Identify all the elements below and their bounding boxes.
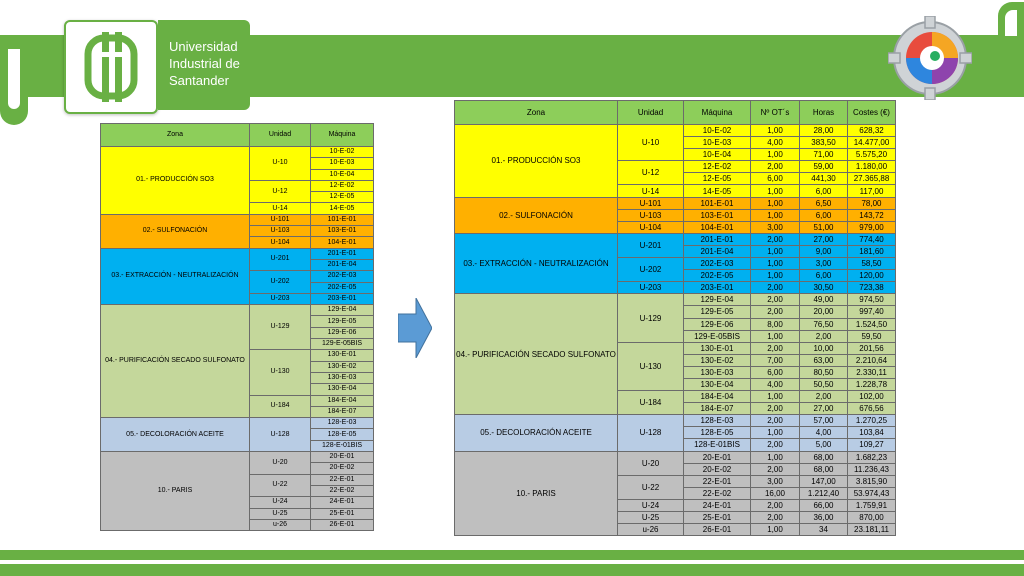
zone-cell: 02.- SULFONACIÓN [101, 214, 250, 248]
cost-cell: 58,50 [848, 258, 896, 270]
machine-cell: 130-E-01 [311, 350, 374, 361]
unit-cell: U-184 [250, 395, 311, 418]
ot-count-cell: 1,00 [751, 245, 800, 257]
ot-count-cell: 2,00 [751, 161, 800, 173]
ot-count-cell: 1,00 [751, 185, 800, 197]
zone-cell: 04.- PURIFICACIÓN SECADO SULFONATO [455, 294, 618, 415]
hours-cell: 80,50 [800, 366, 848, 378]
machine-cell: 25-E-01 [311, 508, 374, 519]
cost-cell: 997,40 [848, 306, 896, 318]
cost-cell: 143,72 [848, 209, 896, 221]
machine-cell: 130-E-04 [684, 378, 751, 390]
footer-bar-top [0, 550, 1024, 560]
column-header: Unidad [618, 101, 684, 125]
machine-cell: 130-E-01 [684, 342, 751, 354]
hours-cell: 63,00 [800, 354, 848, 366]
unit-cell: U-103 [618, 209, 684, 221]
ot-count-cell: 4,00 [751, 137, 800, 149]
ot-count-cell: 8,00 [751, 318, 800, 330]
hours-cell: 68,00 [800, 451, 848, 463]
table-row [101, 147, 374, 158]
ot-count-cell: 1,00 [751, 209, 800, 221]
machine-cell: 130-E-03 [684, 366, 751, 378]
machine-cell: 184-E-07 [684, 403, 751, 415]
column-header: Máquina [311, 124, 374, 147]
ot-count-cell: 2,00 [751, 233, 800, 245]
table-row [455, 294, 896, 306]
machine-cell: 184-E-04 [684, 391, 751, 403]
machine-cell: 12-E-05 [684, 173, 751, 185]
ot-count-cell: 16,00 [751, 487, 800, 499]
column-header: Zona [455, 101, 618, 125]
machine-cell: 129-E-04 [311, 305, 374, 316]
machine-cell: 101-E-01 [684, 197, 751, 209]
hours-cell: 3,00 [800, 258, 848, 270]
unit-cell: U-22 [618, 475, 684, 499]
arrow-right-icon [398, 298, 432, 358]
unit-cell: U-104 [250, 237, 311, 248]
university-line2: Industrial de [169, 56, 240, 71]
machine-cell: 184-E-04 [311, 395, 374, 406]
hours-cell: 6,00 [800, 209, 848, 221]
ot-count-cell: 1,00 [751, 330, 800, 342]
hours-cell: 51,00 [800, 221, 848, 233]
cost-cell: 59,50 [848, 330, 896, 342]
machine-cell: 10-E-03 [311, 158, 374, 169]
unit-cell: U-130 [250, 350, 311, 395]
hours-cell: 36,00 [800, 512, 848, 524]
ot-count-cell: 2,00 [751, 463, 800, 475]
machine-cell: 22-E-01 [684, 475, 751, 487]
machine-cell: 129-E-06 [684, 318, 751, 330]
gear-logo-icon [888, 16, 972, 100]
hours-cell: 5,00 [800, 439, 848, 451]
machine-cell: 201-E-04 [684, 245, 751, 257]
ot-count-cell: 4,00 [751, 378, 800, 390]
hours-cell: 147,00 [800, 475, 848, 487]
cost-cell: 1.682,23 [848, 451, 896, 463]
hours-cell: 59,00 [800, 161, 848, 173]
table-row [101, 305, 374, 316]
ot-count-cell: 2,00 [751, 403, 800, 415]
cost-cell: 103,84 [848, 427, 896, 439]
uis-logo [64, 20, 158, 114]
hours-cell: 34 [800, 524, 848, 536]
cost-cell: 2.330,11 [848, 366, 896, 378]
machine-cell: 10-E-02 [684, 125, 751, 137]
machine-cell: 26-E-01 [311, 519, 374, 530]
right-table [454, 100, 896, 536]
zone-cell: 05.- DECOLORACIÓN ACEITE [455, 415, 618, 451]
hours-cell: 4,00 [800, 427, 848, 439]
unit-cell: U-203 [618, 282, 684, 294]
machine-cell: 103-E-01 [311, 226, 374, 237]
unit-cell: U-22 [250, 474, 311, 497]
table-row [455, 197, 896, 209]
column-header: Unidad [250, 124, 311, 147]
ot-count-cell: 2,00 [751, 415, 800, 427]
machine-cell: 129-E-06 [311, 327, 374, 338]
left-table [100, 123, 374, 531]
ot-count-cell: 2,00 [751, 282, 800, 294]
ot-count-cell: 1,00 [751, 149, 800, 161]
machine-cell: 201-E-04 [311, 259, 374, 270]
ot-count-cell: 6,00 [751, 366, 800, 378]
machine-cell: 103-E-01 [684, 209, 751, 221]
unit-cell: U-25 [618, 512, 684, 524]
zone-cell: 04.- PURIFICACIÓN SECADO SULFONATO [101, 305, 250, 418]
ot-count-cell: 6,00 [751, 173, 800, 185]
ot-count-cell: 7,00 [751, 354, 800, 366]
table-row [101, 418, 374, 429]
machine-cell: 128-E-03 [684, 415, 751, 427]
hours-cell: 71,00 [800, 149, 848, 161]
university-line1: Universidad [169, 39, 238, 54]
hours-cell: 28,00 [800, 125, 848, 137]
table-row [455, 125, 896, 137]
unit-cell: U-10 [250, 147, 311, 181]
hours-cell: 2,00 [800, 391, 848, 403]
table-row [455, 233, 896, 245]
cost-cell: 979,00 [848, 221, 896, 233]
zone-cell: 10.- PARIS [455, 451, 618, 536]
cost-cell: 774,40 [848, 233, 896, 245]
machine-cell: 25-E-01 [684, 512, 751, 524]
ot-count-cell: 1,00 [751, 197, 800, 209]
unit-cell: U-20 [618, 451, 684, 475]
unit-cell: U-202 [250, 271, 311, 294]
machine-cell: 12-E-02 [684, 161, 751, 173]
machine-cell: 14-E-05 [311, 203, 374, 214]
unit-cell: U-203 [250, 293, 311, 304]
machine-cell: 24-E-01 [311, 497, 374, 508]
cost-cell: 3.815,90 [848, 475, 896, 487]
left-table-header [101, 124, 374, 147]
machine-cell: 128-E-03 [311, 418, 374, 429]
hours-cell: 441,30 [800, 173, 848, 185]
machine-cell: 129-E-05BIS [684, 330, 751, 342]
cost-cell: 23.181,11 [848, 524, 896, 536]
cost-cell: 5.575,20 [848, 149, 896, 161]
ot-count-cell: 3,00 [751, 221, 800, 233]
unit-cell: U-103 [250, 226, 311, 237]
hours-cell: 383,50 [800, 137, 848, 149]
unit-cell: U-184 [618, 391, 684, 415]
machine-cell: 10-E-03 [684, 137, 751, 149]
ot-count-cell: 2,00 [751, 512, 800, 524]
cost-cell: 201,56 [848, 342, 896, 354]
machine-cell: 26-E-01 [684, 524, 751, 536]
ot-count-cell: 1,00 [751, 524, 800, 536]
hours-cell: 49,00 [800, 294, 848, 306]
machine-cell: 203-E-01 [684, 282, 751, 294]
ot-count-cell: 1,00 [751, 258, 800, 270]
machine-cell: 24-E-01 [684, 499, 751, 511]
cost-cell: 102,00 [848, 391, 896, 403]
cost-cell: 676,56 [848, 403, 896, 415]
machine-cell: 130-E-04 [311, 384, 374, 395]
column-header: Nº OT´s [751, 101, 800, 125]
unit-cell: U-201 [250, 248, 311, 271]
column-header: Zona [101, 124, 250, 147]
hours-cell: 76,50 [800, 318, 848, 330]
ot-count-cell: 1,00 [751, 391, 800, 403]
machine-cell: 101-E-01 [311, 214, 374, 225]
unit-cell: U-101 [618, 197, 684, 209]
hours-cell: 68,00 [800, 463, 848, 475]
column-header: Máquina [684, 101, 751, 125]
hours-cell: 1.212,40 [800, 487, 848, 499]
zone-cell: 01.- PRODUCCIÓN SO3 [455, 125, 618, 198]
column-header: Horas [800, 101, 848, 125]
ot-count-cell: 3,00 [751, 475, 800, 487]
footer-bar-bottom [0, 564, 1024, 576]
ot-count-cell: 2,00 [751, 499, 800, 511]
unit-cell: U-101 [250, 214, 311, 225]
cost-cell: 2.210,64 [848, 354, 896, 366]
unit-cell: U-10 [618, 125, 684, 161]
machine-cell: 10-E-04 [311, 169, 374, 180]
cost-cell: 109,27 [848, 439, 896, 451]
unit-cell: U-128 [618, 415, 684, 451]
zone-cell: 01.- PRODUCCIÓN SO3 [101, 147, 250, 215]
university-line3: Santander [169, 73, 229, 88]
cost-cell: 1.759,91 [848, 499, 896, 511]
zone-cell: 10.- PARIS [101, 452, 250, 531]
table-row [101, 452, 374, 463]
unit-cell: U-202 [618, 258, 684, 282]
zone-cell: 05.- DECOLORACIÓN ACEITE [101, 418, 250, 452]
ot-count-cell: 2,00 [751, 342, 800, 354]
machine-cell: 202-E-05 [684, 270, 751, 282]
ot-count-cell: 1,00 [751, 451, 800, 463]
machine-cell: 201-E-01 [311, 248, 374, 259]
table-row [455, 415, 896, 427]
cost-cell: 1.270,25 [848, 415, 896, 427]
machine-cell: 129-E-04 [684, 294, 751, 306]
zone-cell: 03.- EXTRACCIÓN - NEUTRALIZACIÓN [455, 233, 618, 293]
unit-cell: u-26 [618, 524, 684, 536]
unit-cell: U-129 [250, 305, 311, 350]
unit-cell: U-12 [250, 180, 311, 203]
hours-cell: 50,50 [800, 378, 848, 390]
hours-cell: 20,00 [800, 306, 848, 318]
cost-cell: 181,60 [848, 245, 896, 257]
hours-cell: 30,50 [800, 282, 848, 294]
machine-cell: 14-E-05 [684, 185, 751, 197]
hours-cell: 9,00 [800, 245, 848, 257]
unit-cell: U-24 [618, 499, 684, 511]
cost-cell: 974,50 [848, 294, 896, 306]
machine-cell: 10-E-04 [684, 149, 751, 161]
column-header: Costes (€) [848, 101, 896, 125]
hours-cell: 57,00 [800, 415, 848, 427]
table-row [101, 214, 374, 225]
unit-cell: U-25 [250, 508, 311, 519]
cost-cell: 117,00 [848, 185, 896, 197]
machine-cell: 12-E-02 [311, 180, 374, 191]
machine-cell: 202-E-03 [684, 258, 751, 270]
ot-count-cell: 2,00 [751, 306, 800, 318]
unit-cell: u-26 [250, 519, 311, 530]
machine-cell: 20-E-02 [684, 463, 751, 475]
machine-cell: 184-E-07 [311, 406, 374, 417]
machine-cell: 128-E-05 [311, 429, 374, 440]
hours-cell: 27,00 [800, 233, 848, 245]
machine-cell: 22-E-02 [684, 487, 751, 499]
zone-cell: 02.- SULFONACIÓN [455, 197, 618, 233]
uis-logo-icon [66, 22, 156, 112]
machine-cell: 128-E-05 [684, 427, 751, 439]
hours-cell: 6,00 [800, 270, 848, 282]
machine-cell: 10-E-02 [311, 147, 374, 158]
machine-cell: 22-E-02 [311, 485, 374, 496]
unit-cell: U-201 [618, 233, 684, 257]
cost-cell: 1.180,00 [848, 161, 896, 173]
hours-cell: 27,00 [800, 403, 848, 415]
university-name [158, 20, 250, 110]
cost-cell: 11.236,43 [848, 463, 896, 475]
unit-cell: U-128 [250, 418, 311, 452]
machine-cell: 104-E-01 [311, 237, 374, 248]
cost-cell: 723,38 [848, 282, 896, 294]
machine-cell: 129-E-05BIS [311, 339, 374, 350]
hours-cell: 6,00 [800, 185, 848, 197]
ot-count-cell: 1,00 [751, 270, 800, 282]
unit-cell: U-129 [618, 294, 684, 342]
machine-cell: 202-E-03 [311, 271, 374, 282]
unit-cell: U-104 [618, 221, 684, 233]
machine-cell: 203-E-01 [311, 293, 374, 304]
cost-cell: 628,32 [848, 125, 896, 137]
machine-cell: 104-E-01 [684, 221, 751, 233]
machine-cell: 20-E-01 [684, 451, 751, 463]
table-row [455, 451, 896, 463]
unit-cell: U-130 [618, 342, 684, 390]
machine-cell: 128-E-01BIS [311, 440, 374, 451]
machine-cell: 201-E-01 [684, 233, 751, 245]
hours-cell: 2,00 [800, 330, 848, 342]
cost-cell: 1.228,78 [848, 378, 896, 390]
cost-cell: 14.477,00 [848, 137, 896, 149]
ot-count-cell: 2,00 [751, 294, 800, 306]
table-row [101, 248, 374, 259]
ot-count-cell: 1,00 [751, 125, 800, 137]
cost-cell: 78,00 [848, 197, 896, 209]
machine-cell: 130-E-02 [684, 354, 751, 366]
machine-cell: 130-E-03 [311, 372, 374, 383]
unit-cell: U-12 [618, 161, 684, 185]
unit-cell: U-14 [618, 185, 684, 197]
machine-cell: 128-E-01BIS [684, 439, 751, 451]
machine-cell: 12-E-05 [311, 192, 374, 203]
cost-cell: 870,00 [848, 512, 896, 524]
machine-cell: 22-E-01 [311, 474, 374, 485]
ot-count-cell: 1,00 [751, 427, 800, 439]
zone-cell: 03.- EXTRACCIÓN - NEUTRALIZACIÓN [101, 248, 250, 304]
ot-count-cell: 2,00 [751, 439, 800, 451]
unit-cell: U-24 [250, 497, 311, 508]
unit-cell: U-20 [250, 452, 311, 475]
machine-cell: 20-E-01 [311, 452, 374, 463]
cost-cell: 53.974,43 [848, 487, 896, 499]
cost-cell: 1.524,50 [848, 318, 896, 330]
banner-right-curl [998, 2, 1024, 42]
hours-cell: 6,50 [800, 197, 848, 209]
cost-cell: 120,00 [848, 270, 896, 282]
unit-cell: U-14 [250, 203, 311, 214]
machine-cell: 20-E-02 [311, 463, 374, 474]
hours-cell: 66,00 [800, 499, 848, 511]
machine-cell: 129-E-05 [311, 316, 374, 327]
cost-cell: 27.365,88 [848, 173, 896, 185]
machine-cell: 202-E-05 [311, 282, 374, 293]
machine-cell: 130-E-02 [311, 361, 374, 372]
banner-left-curl [0, 35, 28, 125]
right-table-header [455, 101, 896, 125]
hours-cell: 10,00 [800, 342, 848, 354]
machine-cell: 129-E-05 [684, 306, 751, 318]
